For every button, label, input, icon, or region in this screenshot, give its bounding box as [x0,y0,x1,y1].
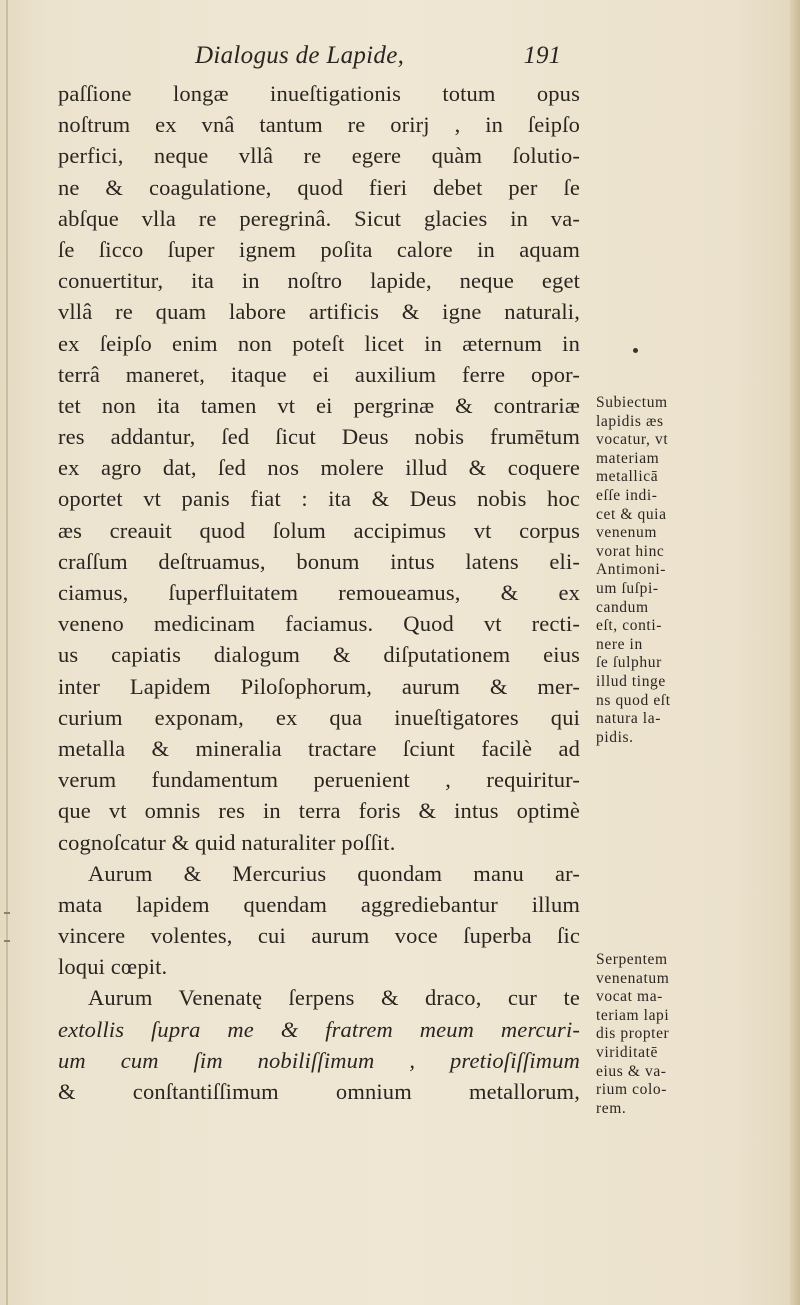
text-line: cognoſcatur & quid naturaliter poſſit. [58,829,396,855]
marginal-line: eius & va- [596,1062,667,1080]
marginal-line: Subiectum [596,394,668,411]
marginal-line: vorat hinc [596,542,665,560]
marginal-line: teriam lapi [596,1006,670,1024]
text-line: metalla & mineralia tractare ſciunt facilè ad [58,735,580,761]
text-line: noſtrum ex vnâ tantum re orirj , in ſeipſo [58,112,580,138]
text-line: us capiatis dialogum & diſputationem eius [58,642,580,668]
marginal-line: metallicā [596,468,659,486]
text-line: craſſum deſtruamus, bonum intus latens eli- [58,548,580,574]
marginal-note-subject [596,394,716,747]
text-line: inter Lapidem Piloſophorum, aurum & mer- [58,673,580,699]
marginal-line: Antimoni- [596,561,666,579]
marginal-line: rem. [596,1099,627,1117]
page-fore-edge [790,0,800,1305]
text-line: verum fundamentum peruenient , requiritur- [58,767,580,793]
marginal-line: Serpentem [596,951,668,968]
stray-ink-mark [4,940,10,942]
text-line: æs creauit quod ſolum accipimus vt corpus [58,517,580,543]
text-line: mata lapidem quendam aggrediebantur illum [58,891,580,917]
text-line: perfici, neque vllâ re egere quàm ſolutio- [58,143,580,169]
marginal-line: pidis. [596,728,634,746]
marginal-line: um ſuſpi- [596,579,659,597]
page-header [195,42,575,76]
text-line: ciamus, ſuperfluitatem remoueamus, & ex [58,580,580,605]
text-line: conuertitur, ita in noſtro lapide, neque eget [58,268,580,294]
text-line: abſque vlla re peregrinâ. Sicut glacies in va- [58,205,580,231]
text-line: loqui cœpit. [58,954,168,980]
text-line: & conſtantiſſimum omnium metallorum, [58,1079,580,1104]
marginal-line: cet & quia [596,505,667,523]
text-line: vincere volentes, cui aurum voce ſuperba ſic [58,923,580,949]
text-line: que vt omnis res in terra foris & intus optimè [58,798,580,824]
text-line: curium exponam, ex qua inueſtigatores qui [58,704,580,730]
text-line: veneno medicinam faciamus. Quod vt recti- [58,611,580,637]
marginal-line: venenatum [596,969,670,987]
main-text-block [58,78,580,1107]
marginal-line: materiam [596,449,660,467]
marginal-line: eſſe indi- [596,486,658,504]
page-gutter-edge [6,0,8,1305]
running-head: Dialogus de Lapide, [195,42,405,69]
text-line: ſe ſicco ſuper ignem poſita calore in aquam [58,236,580,262]
marginal-line: dis propter [596,1025,670,1043]
text-line: Aurum Venenatę ſerpens & draco, cur te [88,985,580,1011]
marginal-line: nere in [596,635,643,653]
text-line: ne & coagulatione, quod fieri debet per ſe [58,174,580,200]
marginal-line: vocatur, vt [596,431,669,449]
marginal-line: natura la- [596,710,661,728]
marginal-line: ſe ſulphur [596,654,662,672]
marginal-line: viriditatē [596,1043,658,1061]
marginal-line: rium colo- [596,1081,667,1099]
text-line: extollis ſupra me & fratrem meum mercuri- [58,1016,580,1042]
marginal-line: lapidis æs [596,412,664,430]
text-line: tet non ita tamen vt ei pergrinæ & contrariæ [58,392,580,418]
text-line: res addantur, ſed ſicut Deus nobis frumētum [58,424,580,450]
text-line: terrâ maneret, itaque ei auxilium ferre opor- [58,361,580,387]
text-line: um cum ſim nobiliſſimum , pretioſiſſimum [58,1047,580,1073]
marginal-line: venenum [596,524,658,542]
marginal-line: vocat ma- [596,988,663,1006]
marginal-line: ns quod eſt [596,691,671,709]
marginal-line: eſt, conti- [596,617,662,635]
text-line: oportet vt panis fiat : ita & Deus nobis hoc [58,486,580,512]
stray-ink-mark [4,912,10,914]
text-line: vllâ re quam labore artificis & igne naturali, [58,299,580,325]
marginal-line: candum [596,598,649,616]
page-number: 191 [523,42,561,69]
marginal-line: illud tinge [596,672,666,690]
text-line: ex agro dat, ſed nos molere illud & coquere [58,455,580,481]
text-line: paſſione longæ inueſtigationis totum opus [58,81,580,106]
marginal-note-serpent [596,951,716,1118]
text-line: Aurum & Mercurius quondam manu ar- [88,860,580,886]
text-line: ex ſeipſo enim non poteſt licet in æternum in [58,330,580,356]
ink-dot [633,348,638,353]
